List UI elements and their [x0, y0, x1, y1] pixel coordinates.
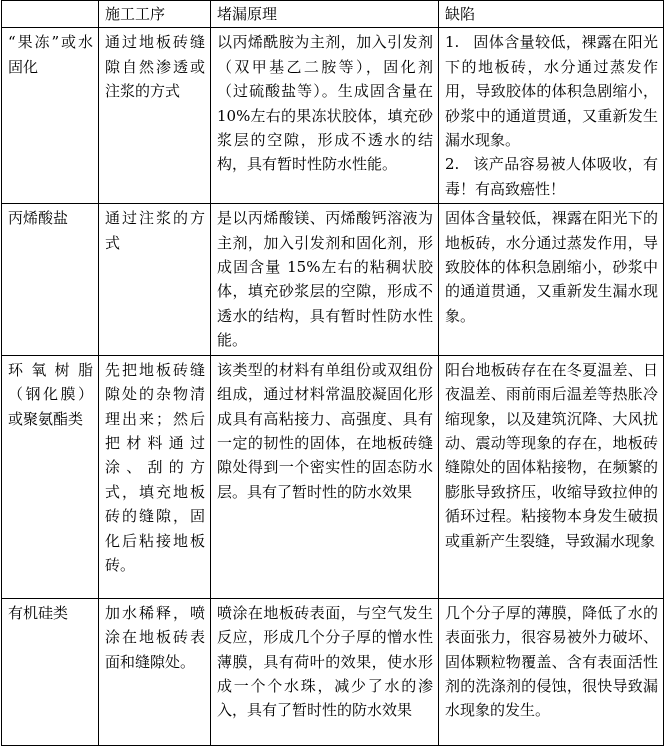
type-cell: 有机硅类 — [2, 598, 99, 745]
flaws-cell: 几个分子厚的薄膜，降低了水的表面张力，很容易被外力破坏、固体颗粒物覆盖、含有表面活性剂的洗涤剂的侵蚀，很快导致漏水现象的发生。 — [439, 598, 664, 745]
type-cell: 环氧树脂（钢化膜）或聚氨酯类 — [2, 355, 99, 598]
process-cell: 通过注浆的方式 — [99, 204, 211, 355]
principle-cell: 是以丙烯酸镁、丙烯酸钙溶液为主剂，加入引发剂和固化剂，形成固含量 15%左右的粘稠状胶体，填充砂浆层的空隙，形成不透水的结构，具有暂时性防水性能。 — [211, 204, 439, 355]
process-cell: 先把地板砖缝隙处的杂物清理出来；然后把材料通过涂、刮的方式，填充地板砖的缝隙，固化后粘接地板砖。 — [99, 355, 211, 598]
header-flaws: 缺陷 — [439, 1, 664, 28]
flaw-item — [445, 30, 658, 152]
flaw-item — [445, 152, 658, 201]
type-cell: “果冻”或水固化 — [2, 28, 99, 204]
flaws-cell: 固体含量较低，裸露在阳光下的地板砖，水分通过蒸发作用，导致胶体的体积急剧缩小，砂浆中的通道贯通，又重新发生漏水现象。 — [439, 204, 664, 355]
flaws-cell: 阳台地板砖存在在冬夏温差、日夜温差、雨前雨后温差等热胀冷缩现象，以及建筑沉降、大风扰动、震动等现象的存在，地板砖缝隙处的固体粘接物，在频繁的膨胀导致挤压，收缩导致拉伸的循环过程。粘接物本身发生破损或重新产生裂缝，导致漏水现象 — [439, 355, 664, 598]
header-row — [2, 1, 664, 28]
principle-cell: 该类型的材料有单组份或双组份组成，通过材料常温胶凝固化形成具有高粘接力、高强度、具有一定的韧性的固体，在地板砖缝隙处得到一个密实性的固态防水层。具有了暂时性的防水效果 — [211, 355, 439, 598]
flaw-number: 2. — [445, 155, 460, 174]
table-row — [2, 598, 664, 745]
flaw-text: 该产品容易被人体吸收，有毒！有高致癌性！ — [445, 155, 658, 198]
process-cell: 加水稀释，喷涂在地板砖表面和缝隙处。 — [99, 598, 211, 745]
principle-cell: 喷涂在地板砖表面，与空气发生反应，形成几个分子厚的憎水性薄膜，具有荷叶的效果，使水形成一个个水珠，减少了水的渗入，具有了暂时性的防水效果 — [211, 598, 439, 745]
process-cell: 通过地板砖缝隙自然渗透或注浆的方式 — [99, 28, 211, 204]
table-row — [2, 28, 664, 204]
flaw-number: 1. — [445, 33, 460, 52]
comparison-table — [1, 0, 664, 746]
header-principle: 堵漏原理 — [211, 1, 439, 28]
table-row — [2, 204, 664, 355]
table-row — [2, 355, 664, 598]
header-type — [2, 1, 99, 28]
flaw-text: 固体含量较低，裸露在阳光下的地板砖，水分通过蒸发作用，导致胶体的体积急剧缩小，砂浆中的通道贯通，又重新发生漏水现象。 — [445, 33, 658, 150]
header-process: 施工工序 — [99, 1, 211, 28]
principle-cell: 以丙烯酰胺为主剂，加入引发剂（双甲基乙二胺等），固化剂（过硫酸盐等）。生成固含量在 10%左右的果冻状胶体，填充砂浆层的空隙，形成不透水的结构，具有暂时性防水性能。 — [211, 28, 439, 204]
flaws-cell — [439, 28, 664, 204]
type-cell: 丙烯酸盐 — [2, 204, 99, 355]
